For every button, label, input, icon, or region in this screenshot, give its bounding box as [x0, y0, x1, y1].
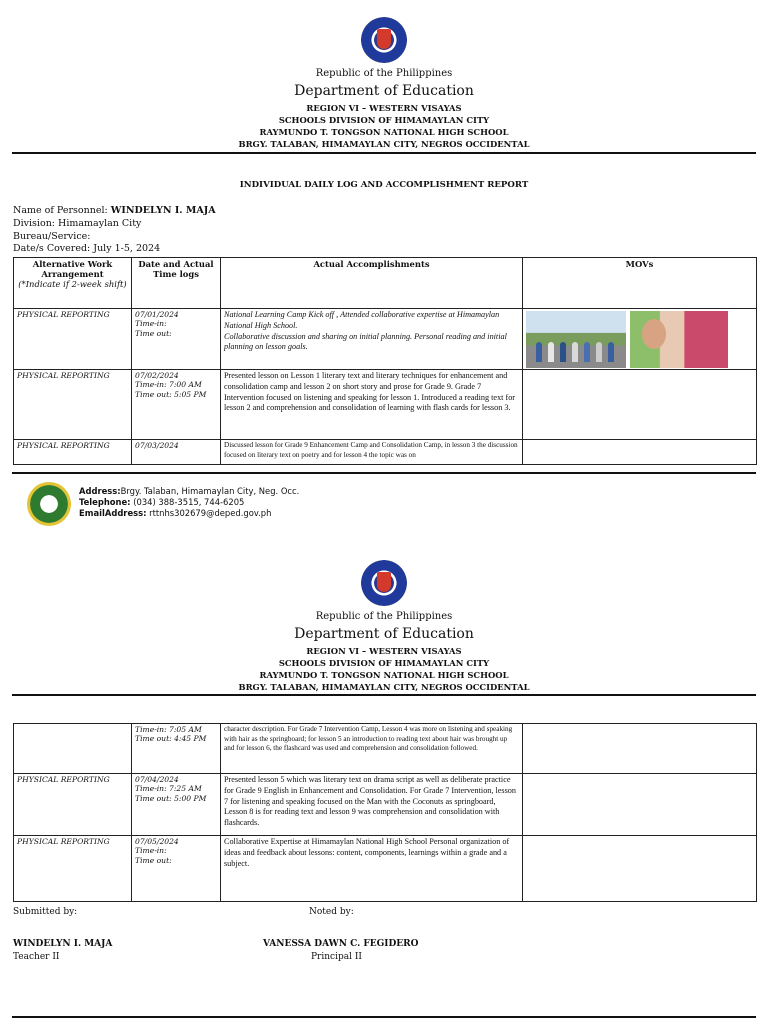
row-accomplishment: character description. For Grade 7 Intervention Camp, Lesson 4 was more on listening and speaking with hair as the springboard; for lesson 5 an introduction to reading text about hair was brought up and for lesson 6, the flashcard was used and comprehension and consolidation followed.	[221, 724, 523, 774]
header-divider	[12, 152, 756, 154]
row-accomplishment: Discussed lesson for Grade 9 Enhancement Camp and Consolidation Camp, in lesson 3 the discussion focused on literary text on poetry and for lesson 4 the topic was on	[221, 440, 523, 465]
row-movs	[523, 836, 757, 902]
header-division: SCHOOLS DIVISION OF HIMAMAYLAN CITY	[278, 658, 490, 668]
table-header-row	[14, 258, 757, 309]
mov-photo-selfie	[630, 311, 728, 368]
header-accomplishments: Actual Accomplishments	[221, 258, 523, 309]
submitter-title: Teacher II	[13, 952, 60, 962]
row-movs	[523, 370, 757, 440]
header-department: Department of Education	[294, 83, 474, 99]
row-accomplishment: Presented lesson 5 which was literary text on drama script as well as deliberate practice for Grade 9 English in Enhancement and Consolidation. For Grade 7 Intervention, lesson 7 for listening and speaking focused on the Man with the Coconuts as springboard, Lesson 8 is for reading text and lesson 9 was comprehension and consolidation with flashcards.	[221, 774, 523, 836]
footer-divider	[12, 1016, 756, 1018]
row-movs	[523, 774, 757, 836]
table-row	[14, 774, 757, 836]
row-accomplishment: National Learning Camp Kick off , Attended collaborative expertise at Himamaylan National High School. Collaborative discussion and sharing on initial planning. Personal reading and initial planning on lesson goals.	[221, 309, 523, 370]
row-awa: PHYSICAL REPORTING	[14, 309, 132, 370]
header-region: REGION VI – WESTERN VISAYAS	[306, 103, 462, 113]
personnel-name	[13, 205, 216, 217]
submitted-by-label: Submitted by:	[13, 907, 78, 917]
table-row	[14, 370, 757, 440]
header-division: SCHOOLS DIVISION OF HIMAMAYLAN CITY	[278, 115, 490, 125]
noter-name: VANESSA DAWN C. FEGIDERO	[263, 939, 419, 949]
table-row	[14, 309, 757, 370]
row-movs	[523, 724, 757, 774]
header-republic: Republic of the Philippines	[315, 611, 453, 622]
row-date: 07/01/2024 Time-in: Time out:	[132, 309, 221, 370]
personnel-name-value: WINDELYN I. MAJA	[110, 205, 216, 216]
header-movs: MOVs	[523, 258, 757, 309]
footer-contact	[79, 486, 299, 519]
mov-photo-group	[526, 311, 626, 368]
row-movs	[523, 440, 757, 465]
table-row	[14, 724, 757, 774]
header-republic: Republic of the Philippines	[315, 68, 453, 79]
row-date: 07/02/2024 Time-in: 7:00 AM Time out: 5:05 PM	[132, 370, 221, 440]
personnel-bureau: Bureau/Service:	[13, 231, 91, 242]
row-awa: PHYSICAL REPORTING	[14, 370, 132, 440]
submitter-name: WINDELYN I. MAJA	[13, 939, 113, 949]
footer-email-label: EmailAddress:	[79, 508, 147, 518]
personnel-division: Division: Himamaylan City	[13, 218, 142, 229]
row-awa: PHYSICAL REPORTING	[14, 774, 132, 836]
footer-telephone-label: Telephone:	[79, 497, 131, 507]
header-awa: Alternative Work Arrangement (*Indicate if 2-week shift)	[14, 258, 132, 309]
header-address: BRGY. TALABAN, HIMAMAYLAN CITY, NEGROS OCCIDENTAL	[238, 682, 530, 692]
table-row	[14, 836, 757, 902]
row-accomplishment: Presented lesson on Lesson 1 literary text and literary techniques for enhancement and consolidation camp and lesson 2 on short story and prose for Grade 9. Grade 7 Intervention focused on listening and speaking for lesson 1. Introduced a reading text for lesson 2 and comprehension and consolidation of learning with flash cards for lesson 3.	[221, 370, 523, 440]
personnel-name-label: Name of Personnel:	[13, 205, 108, 216]
row-date: Time-in: 7:05 AM Time out: 4:45 PM	[132, 724, 221, 774]
row-awa: PHYSICAL REPORTING	[14, 836, 132, 902]
row-date: 07/05/2024 Time-in: Time out:	[132, 836, 221, 902]
header-awa-note: (*Indicate if 2-week shift)	[18, 279, 127, 289]
header-department: Department of Education	[294, 626, 474, 642]
footer-address: Brgy. Talaban, Himamaylan City, Neg. Occ.	[120, 486, 300, 496]
header-region: REGION VI – WESTERN VISAYAS	[306, 646, 462, 656]
table-row	[14, 440, 757, 465]
personnel-dates: Date/s Covered: July 1-5, 2024	[13, 243, 161, 254]
footer-address-label: Address:	[79, 486, 121, 496]
noter-title: Principal II	[311, 952, 362, 962]
deped-seal-icon	[361, 560, 407, 606]
school-logo-icon	[27, 482, 71, 526]
row-movs	[523, 309, 757, 370]
row-awa: PHYSICAL REPORTING	[14, 440, 132, 465]
accomplishment-table-continued	[13, 723, 757, 902]
header-date: Date and Actual Time logs	[132, 258, 221, 309]
header-divider	[12, 694, 756, 696]
noted-by-label: Noted by:	[309, 907, 354, 917]
header-school: RAYMUNDO T. TONGSON NATIONAL HIGH SCHOOL	[259, 127, 509, 137]
header-school: RAYMUNDO T. TONGSON NATIONAL HIGH SCHOOL	[259, 670, 509, 680]
report-page-2	[0, 548, 768, 1024]
row-date: 07/04/2024 Time-in: 7:25 AM Time out: 5:00 PM	[132, 774, 221, 836]
row-date: 07/03/2024	[132, 440, 221, 465]
deped-seal-icon	[361, 17, 407, 63]
footer-divider	[12, 472, 756, 474]
accomplishment-table	[13, 257, 757, 465]
row-accomplishment: Collaborative Expertise at Himamaylan National High School Personal organization of ideas and feedback about lessons: content, components, learnings within a grade and a subject.	[221, 836, 523, 902]
row-awa	[14, 724, 132, 774]
footer-telephone: (034) 388-3515, 744-6205	[133, 497, 245, 507]
footer-email[interactable]: rttnhs302679@deped.gov.ph	[149, 508, 272, 518]
header-address: BRGY. TALABAN, HIMAMAYLAN CITY, NEGROS OCCIDENTAL	[238, 139, 530, 149]
report-title: INDIVIDUAL DAILY LOG AND ACCOMPLISHMENT REPORT	[239, 180, 529, 190]
